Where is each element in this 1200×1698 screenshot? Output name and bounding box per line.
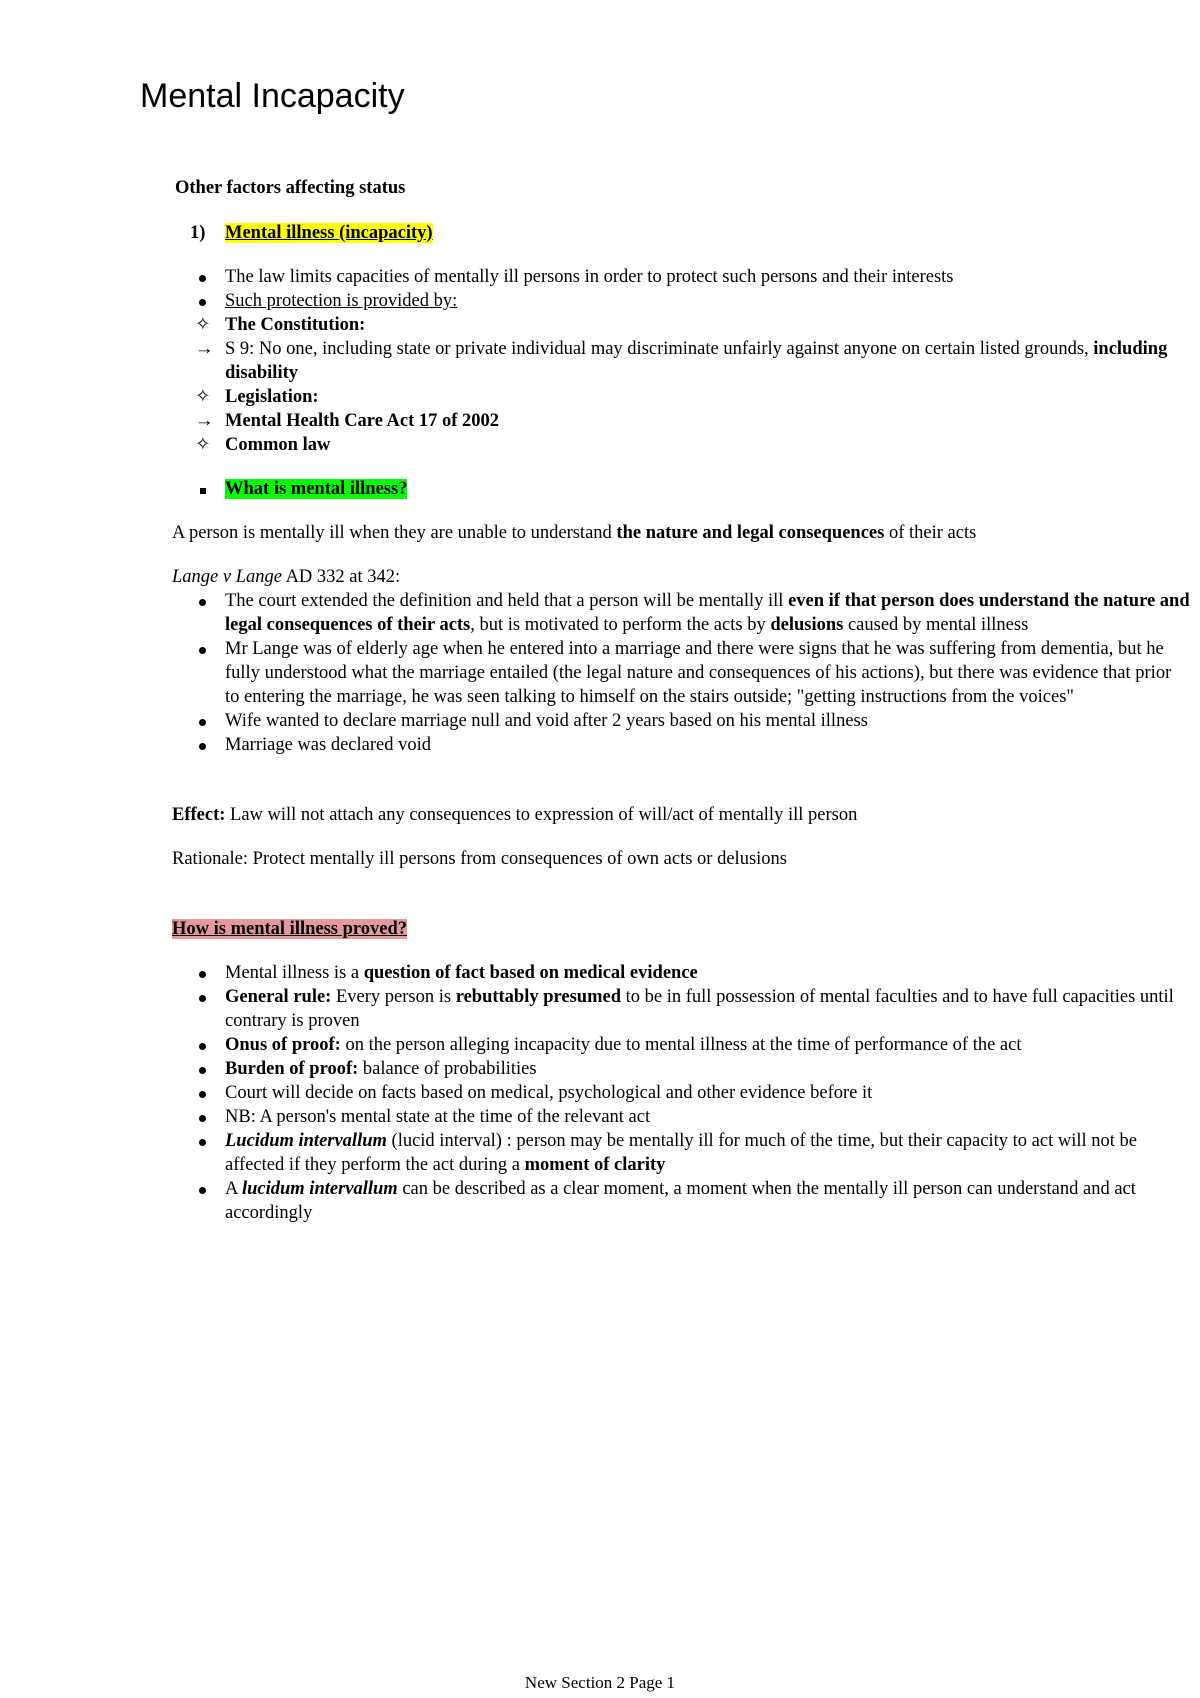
bullet-dot-icon: [199, 1043, 206, 1050]
bullet-square-icon: [200, 488, 206, 494]
list-item: Wife wanted to declare marriage null and void after 2 years based on his mental illness: [175, 709, 1190, 733]
heading-number: 1): [190, 223, 206, 243]
what-is-mental-illness-heading: What is mental illness?: [225, 479, 408, 499]
list-item: The court extended the definition and held that a person will be mentally ill even if that person does understand the nature and legal consequences of their acts, but is motivated to perform the acts by delusions caused by mental illness: [175, 589, 1190, 637]
bullet-dot-icon: [199, 1115, 206, 1122]
page-title: Mental Incapacity: [140, 77, 405, 115]
protection-list: [175, 265, 1190, 457]
list-item: Onus of proof: on the person alleging incapacity due to mental illness at the time of performance of the act: [175, 1033, 1190, 1057]
list-item: → Mental Health Care Act 17 of 2002: [195, 411, 500, 431]
definition-paragraph: A person is mentally ill when they are unable to understand the nature and legal consequences of their acts: [172, 523, 977, 543]
list-item: Lucidum intervallum (lucid interval) : person may be mentally ill for much of the time, but their capacity to act will not be affected if they perform the act during a moment of clarity: [175, 1129, 1190, 1177]
list-item: Burden of proof: balance of probabilities: [175, 1057, 1190, 1081]
bullet-dot-icon: [199, 719, 206, 726]
proved-heading-row: [172, 917, 1190, 941]
section-heading: Other factors affecting status: [175, 178, 406, 198]
page-footer: New Section 2 Page 1: [524, 1673, 676, 1692]
numbered-heading: [175, 221, 1190, 245]
bullet-dot-icon: [199, 1139, 206, 1146]
rationale-paragraph: Rationale: Protect mentally ill persons from consequences of own acts or delusions: [172, 849, 787, 869]
list-item: A lucidum intervallum can be described as a clear moment, a moment when the mentally ill person can understand and act accordingly: [175, 1177, 1190, 1225]
case-list: [175, 589, 1190, 757]
bullet-dot-icon: [199, 1067, 206, 1074]
list-item: Mr Lange was of elderly age when he entered into a marriage and there were signs that he was suffering from dementia, but he fully understood what the marriage entailed (the legal nature and consequences of his actions), but there was evidence that prior to entering the marriage, he was seen talking to himself on the stairs outside; "getting instructions from the voices": [175, 637, 1190, 709]
list-item: ✧ The Constitution:: [195, 315, 366, 335]
bullet-dot-icon: [199, 647, 206, 654]
bullet-dot-icon: [199, 275, 206, 282]
list-item: ✧ Legislation:: [195, 387, 319, 407]
case-citation: Lange v Lange AD 332 at 342:: [172, 567, 401, 587]
list-item: General rule: Every person is rebuttably presumed to be in full possession of mental faculties and to have full capacities until contrary is proven: [175, 985, 1190, 1033]
star-icon: ✧: [195, 315, 211, 335]
how-is-mental-illness-proved-heading: How is mental illness proved?: [172, 919, 408, 939]
list-item: Such protection is provided by:: [175, 289, 1190, 313]
list-item: → S 9: No one, including state or private individual may discriminate unfairly against anyone on certain listed grounds, including disability: [195, 339, 1168, 383]
list-item: ✧ Common law: [195, 435, 331, 455]
bullet-dot-icon: [199, 995, 206, 1002]
arrow-right-icon: →: [195, 339, 214, 359]
list-item: Court will decide on facts based on medical, psychological and other evidence before it: [175, 1081, 1190, 1105]
what-is-list: [175, 477, 1190, 501]
bullet-dot-icon: [199, 1091, 206, 1098]
bullet-dot-icon: [199, 971, 206, 978]
bullet-dot-icon: [199, 599, 206, 606]
arrow-right-icon: →: [195, 411, 214, 431]
proved-list: [175, 961, 1190, 1225]
list-item: The law limits capacities of mentally ill persons in order to protect such persons and their interests: [175, 265, 1190, 289]
bullet-dot-icon: [199, 1187, 206, 1194]
case-name: Lange v Lange: [172, 567, 282, 587]
bullet-dot-icon: [199, 743, 206, 750]
list-item: [175, 477, 1190, 501]
list-item: Marriage was declared void: [175, 733, 1190, 757]
star-icon: ✧: [195, 435, 211, 455]
document-body: [172, 176, 1190, 1225]
bullet-dot-icon: [199, 299, 206, 306]
star-icon: ✧: [195, 387, 211, 407]
list-item: NB: A person's mental state at the time of the relevant act: [175, 1105, 1190, 1129]
effect-paragraph: Effect: Law will not attach any consequences to expression of will/act of mentally ill person: [172, 805, 858, 825]
list-item: Mental illness is a question of fact based on medical evidence: [175, 961, 1190, 985]
mental-illness-heading: Mental illness (incapacity): [225, 223, 433, 243]
